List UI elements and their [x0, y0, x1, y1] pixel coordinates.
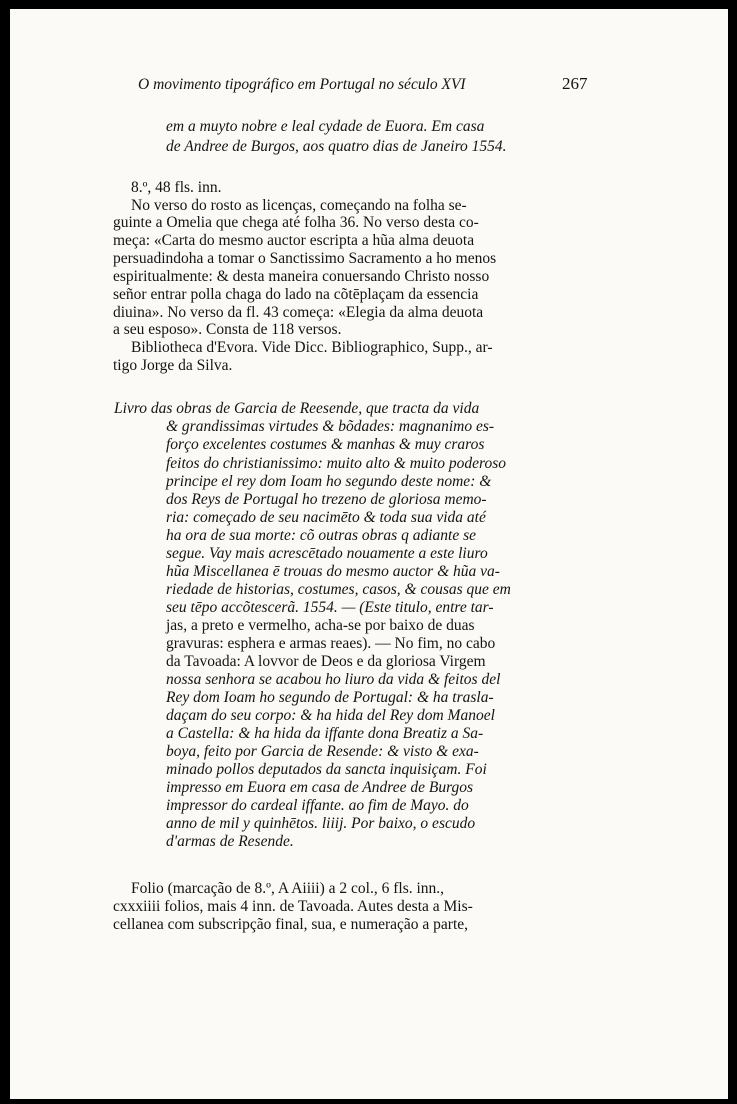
- text-line: impresso em Euora em casa de Andree de Burgos: [166, 779, 474, 796]
- text-line: gravuras: esphera e armas reaes). — No fim, no cabo: [166, 635, 496, 652]
- text-line: nossa senhora se acabou ho liuro da vida & feitos del: [166, 671, 501, 688]
- text-line: impressor do cardeal iffante. ao fim de Mayo. do: [166, 797, 469, 814]
- text-line: boya, feito por Garcia de Resende: & visto & exa-: [166, 743, 479, 760]
- text-line: feitos do christianissimo: muito alto & muito poderoso: [166, 455, 507, 472]
- text-line: hũa Miscellanea ē trouas do mesmo auctor & hũa va-: [166, 563, 500, 580]
- text-line: señor entrar polla chaga do lado na cõtēplaçam da essencia: [113, 286, 479, 303]
- text-line: espiritualmente: & desta maneira conuersando Christo nosso: [113, 268, 490, 285]
- text-line: segue. Vay mais acrescētado nouamente a este liuro: [166, 545, 488, 562]
- text-line: Bibliotheca d'Evora. Vide Dicc. Bibliographico, Supp., ar-: [131, 339, 493, 356]
- page-number: 267: [562, 74, 588, 93]
- text-line: cellanea com subscripção final, sua, e numeração a parte,: [113, 916, 469, 933]
- text-line: dos Reys de Portugal ho trezeno de gloriosa memo-: [166, 491, 487, 508]
- text-line: ria: começado de seu nacimēto & toda sua vida até: [166, 509, 486, 526]
- text-line: 8.º, 48 fls. inn.: [131, 179, 222, 196]
- text-line: d'armas de Resende.: [166, 833, 294, 850]
- text-line: & grandissimas virtudes & bõdades: magnanimo es-: [166, 418, 495, 435]
- text-line: Rey dom Ioam ho segundo de Portugal: & ha trasla-: [166, 689, 494, 706]
- text-line: a seu esposo». Consta de 118 versos.: [113, 321, 342, 338]
- text-line: cxxxiiii folios, mais 4 inn. de Tavoada. Autes desta a Mis-: [113, 898, 473, 915]
- text-line: diuina». No verso da fl. 43 começa: «Elegia da alma deuota: [113, 304, 484, 321]
- text-line: daçam do seu corpo: & ha hida del Rey dom Manoel: [166, 707, 495, 724]
- text-line: da Tavoada: A lovvor de Deos e da gloriosa Virgem: [166, 653, 486, 670]
- text-line: jas, a preto e vermelho, acha-se por baixo de duas: [166, 617, 475, 634]
- text-line: riedade de historias, costumes, casos, & cousas que em: [166, 581, 511, 598]
- text-line: guinte a Omelia que chega até folha 36. No verso desta co-: [113, 214, 479, 231]
- text-line: anno de mil y quinhētos. liiij. Por baixo, o escudo: [166, 815, 476, 832]
- text-line: forço excelentes costumes & manhas & muy craros: [166, 436, 485, 453]
- running-title: O movimento tipográfico em Portugal no século XVI: [138, 76, 466, 93]
- text-line: persuadindoha a tomar o Sanctissimo Sacramento a ho menos: [113, 250, 497, 267]
- text-line: seu tēpo accõtescerã. 1554. — (Este titulo, entre tar-: [166, 599, 494, 616]
- text-line: ha ora de sua morte: cõ outras obras q adiante se: [166, 527, 476, 544]
- text-line: Folio (marcação de 8.º, A Aiiii) a 2 col., 6 fls. inn.,: [131, 880, 445, 897]
- text-line: a Castella: & ha hida da iffante dona Breatiz a Sa-: [166, 725, 484, 742]
- text-line: principe el rey dom Ioam ho segundo deste nome: &: [166, 473, 492, 490]
- text-line: em a muyto nobre e leal cydade de Euora. Em casa: [166, 118, 485, 135]
- text-line: minado pollos deputados da sancta inquisiçam. Foi: [166, 761, 487, 778]
- text-line: meça: «Carta do mesmo auctor escripta a hũa alma deuota: [113, 232, 475, 249]
- text-line: Livro das obras de Garcia de Reesende, que tracta da vida: [114, 400, 480, 417]
- text-line: No verso do rosto as licenças, começando na folha se-: [131, 197, 467, 214]
- text-line: de Andree de Burgos, aos quatro dias de Janeiro 1554.: [166, 138, 507, 155]
- text-line: tigo Jorge da Silva.: [113, 357, 233, 374]
